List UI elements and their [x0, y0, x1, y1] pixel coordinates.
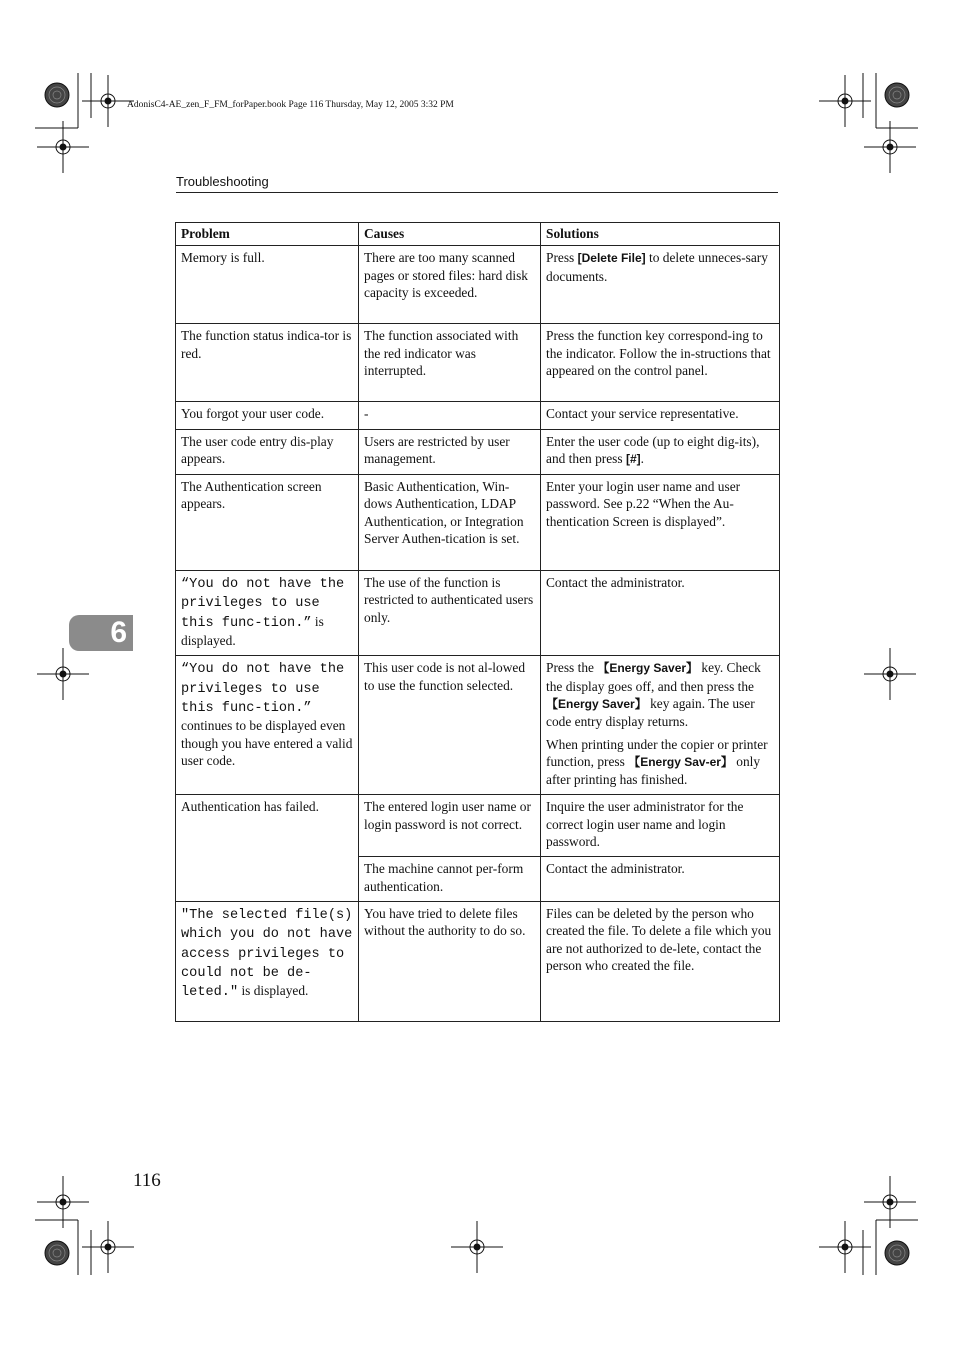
- problem-cell: The function status indica-tor is red.: [176, 324, 359, 402]
- problem-cell: Authentication has failed.: [176, 795, 359, 902]
- cause-cell: The entered login user name or login password is not correct.: [359, 795, 541, 857]
- solution-text: When printing under the copier or printer function, press: [546, 736, 768, 769]
- page-number: 116: [133, 1170, 161, 1191]
- solution-text: only after printing has finished.: [546, 753, 761, 788]
- solution-text: key again. The user code entry display returns.: [546, 695, 755, 730]
- delete-file-key-label: [Delete File]: [577, 251, 646, 266]
- cause-cell: You have tried to delete files without the authority to do so.: [359, 902, 541, 1022]
- chapter-number: 6: [110, 616, 127, 649]
- solution-cell: Press the function key correspond-ing to the indicator. Follow the in-structions that appeared on the control panel.: [541, 324, 780, 402]
- cause-cell: Basic Authentication, Win-dows Authentication, LDAP Authentication, or Integration Server Authen-tication is set.: [359, 475, 541, 571]
- cause-cell: The use of the function is restricted to authenticated users only.: [359, 571, 541, 656]
- solution-cell: Contact your service representative.: [541, 402, 780, 429]
- solution-text: .: [640, 450, 644, 466]
- table-row: [176, 902, 780, 1022]
- running-head: Troubleshooting: [176, 174, 269, 189]
- solution-paragraph: [546, 659, 774, 730]
- energy-saver-key-label: 【Energy Saver】: [597, 661, 699, 676]
- problem-cell: [176, 902, 359, 1022]
- cause-cell: -: [359, 402, 541, 429]
- table-row: [176, 402, 780, 429]
- solution-text: Enter the user code (up to eight dig-its), and then press: [546, 433, 760, 466]
- problem-message: “You do not have the privileges to use this func-tion.”: [181, 662, 345, 716]
- header-rule: [176, 192, 778, 193]
- solution-cell: Enter your login user name and user password. See p.22 “When the Au-thentication Screen is displayed”.: [541, 475, 780, 571]
- problem-text: continues to be displayed even though you have entered a valid user code.: [181, 718, 353, 768]
- chapter-tab: [69, 615, 133, 651]
- header-problem: Problem: [176, 223, 359, 246]
- header-causes: Causes: [359, 223, 541, 246]
- cause-cell: This user code is not al-lowed to use the function selected.: [359, 656, 541, 795]
- troubleshooting-table: [175, 222, 780, 1022]
- table-row: [176, 571, 780, 656]
- cause-cell: There are too many scanned pages or stored files: hard disk capacity is exceeded.: [359, 246, 541, 324]
- solution-cell: [541, 656, 780, 795]
- table-row: [176, 429, 780, 475]
- table-row: [176, 324, 780, 402]
- solution-text: Press the: [546, 660, 598, 676]
- problem-text: is displayed.: [238, 983, 309, 999]
- solution-cell: Inquire the user administrator for the correct login user name and login password.: [541, 795, 780, 857]
- solution-cell: [541, 246, 780, 324]
- energy-saver-key-label: 【Energy Saver】: [546, 696, 647, 711]
- table-row: [176, 656, 780, 795]
- problem-cell: Memory is full.: [176, 246, 359, 324]
- table-row: [176, 795, 780, 857]
- solution-cell: Contact the administrator.: [541, 857, 780, 902]
- solution-cell: Contact the administrator.: [541, 571, 780, 656]
- solution-text: Press: [546, 250, 578, 266]
- file-info: AdonisC4-AE_zen_F_FM_forPaper.book Page 116 Thursday, May 12, 2005 3:32 PM: [127, 100, 454, 110]
- cause-cell: The function associated with the red indicator was interrupted.: [359, 324, 541, 402]
- table-header-row: [176, 223, 780, 246]
- header-solutions: Solutions: [541, 223, 780, 246]
- problem-message: "The selected file(s) which you do not have access privileges to could not be de-leted.": [181, 908, 353, 1001]
- hash-key-label: [#]: [625, 451, 641, 466]
- solution-paragraph: [546, 736, 774, 789]
- problem-cell: The user code entry dis-play appears.: [176, 429, 359, 475]
- problem-cell: The Authentication screen appears.: [176, 475, 359, 571]
- problem-message: “You do not have the privileges to use this func-tion.”: [181, 577, 345, 631]
- table-row: [176, 246, 780, 324]
- problem-cell: [176, 571, 359, 656]
- table-row: [176, 475, 780, 571]
- cause-cell: Users are restricted by user management.: [359, 429, 541, 475]
- solution-text: to delete unneces-sary documents.: [546, 250, 768, 284]
- problem-cell: You forgot your user code.: [176, 402, 359, 429]
- solution-cell: [541, 429, 780, 475]
- solution-cell: Files can be deleted by the person who created the file. To delete a file which you are not authorized to de-lete, contact the person who created the file.: [541, 902, 780, 1022]
- energy-saver-key-label: 【Energy Sav-er】: [628, 754, 733, 769]
- problem-cell: [176, 656, 359, 795]
- cause-cell: The machine cannot per-form authentication.: [359, 857, 541, 902]
- solution-text: key. Check the display goes off, and then press the: [546, 660, 761, 694]
- problem-text: is displayed.: [181, 613, 324, 649]
